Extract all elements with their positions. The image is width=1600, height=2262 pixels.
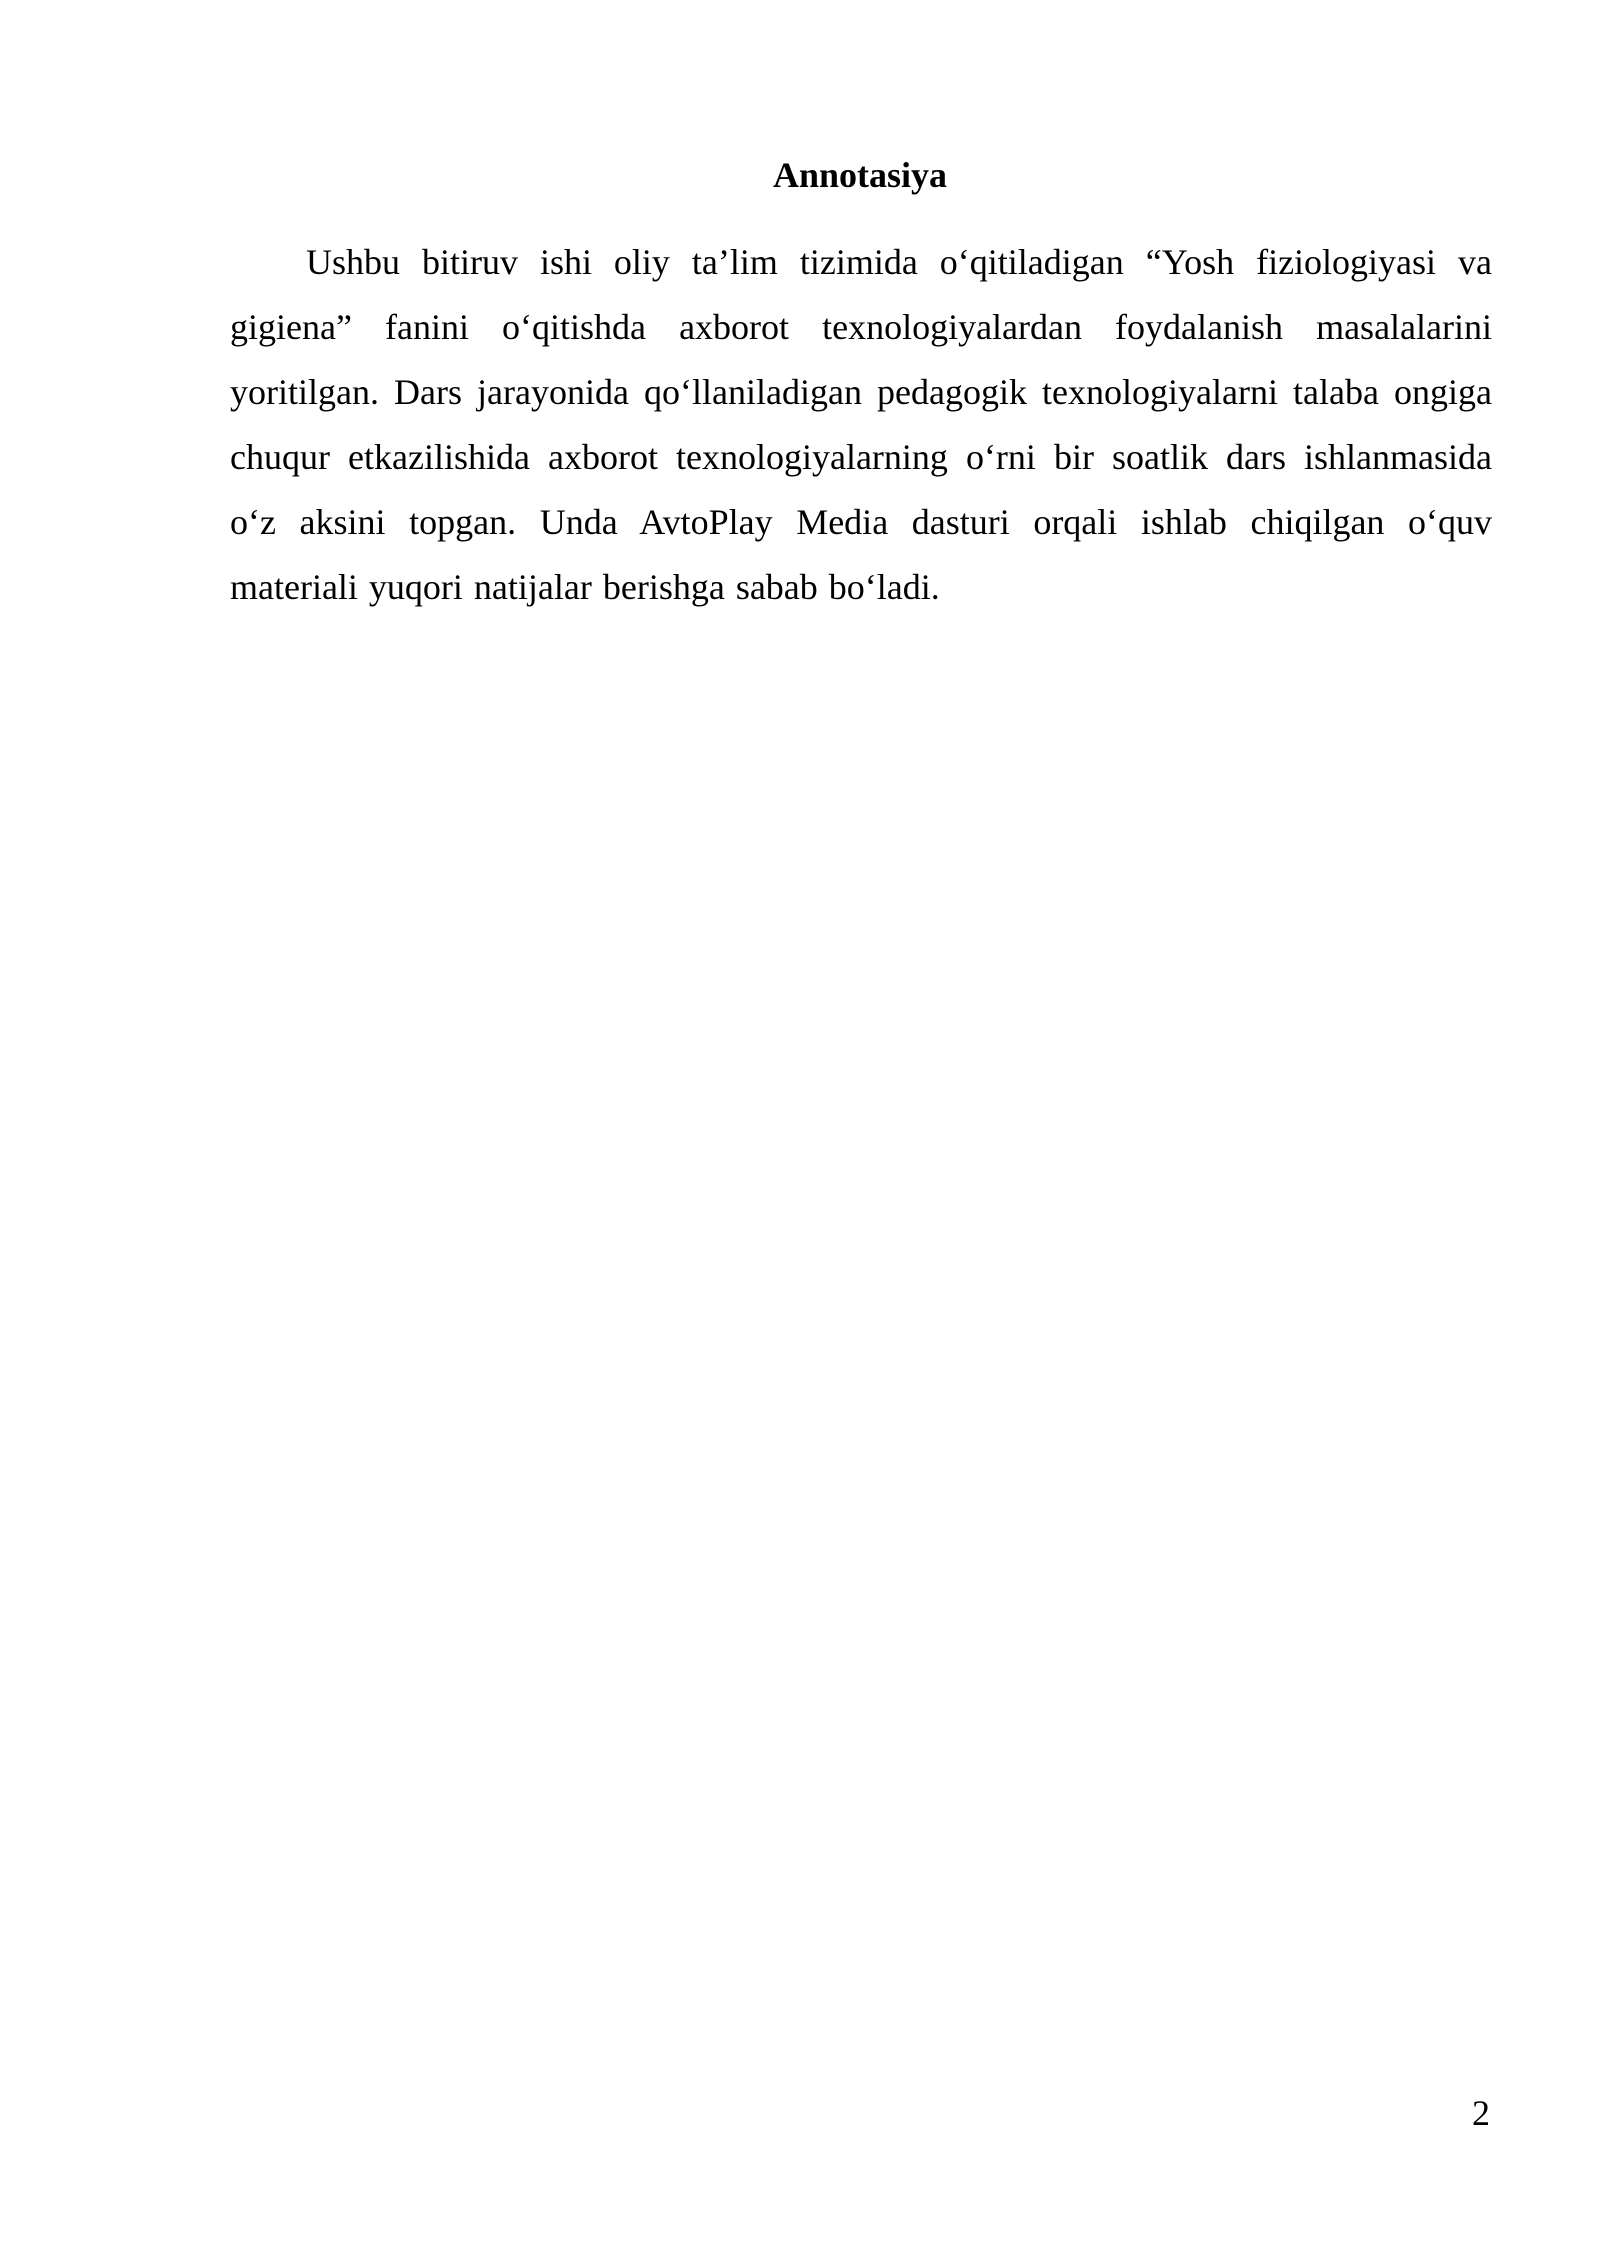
annotation-paragraph: Ushbu bitiruv ishi oliy ta’lim tizimida o‘qitiladigan “Yosh fiziologiyasi va gigiena” fanini o‘qitishda axborot texnologiyalardan foydalanish masalalarini yoritilgan. Dars jarayonida qo‘llaniladigan pedagogik texnologiyalarni talaba ongiga chuqur etkazilishida axborot texnologiyalarning o‘rni bir soatlik dars ishlanmasida o‘z aksini topgan. Unda AvtoPlay Media dasturi orqali ishlab chiqilgan o‘quv materiali yuqori natijalar berishga sabab bo‘ladi. (230, 242, 1492, 607)
page-number: 2 (1472, 2093, 1490, 2133)
page-title: Annotasiya (772, 155, 948, 195)
